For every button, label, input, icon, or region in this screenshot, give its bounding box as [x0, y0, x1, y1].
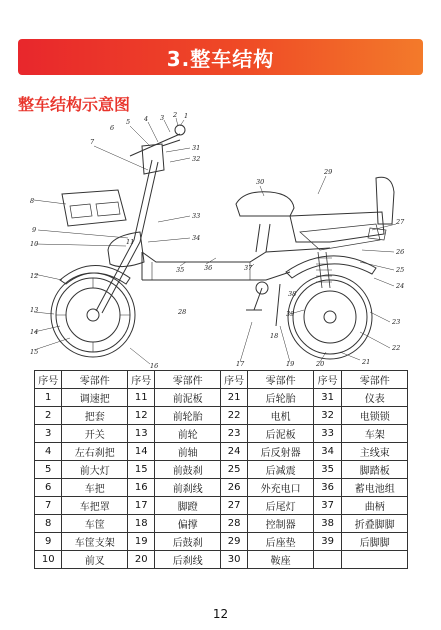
cell-part-name: 外充电口 — [248, 479, 314, 497]
callout-31: 31 — [192, 144, 201, 152]
header-part: 零部件 — [155, 371, 221, 389]
callout-4: 4 — [144, 115, 149, 123]
cell-part-name: 前刹线 — [155, 479, 221, 497]
table-row — [35, 425, 408, 443]
cell-number: 39 — [313, 533, 342, 551]
header-part: 零部件 — [248, 371, 314, 389]
callout-18: 18 — [270, 332, 279, 340]
callout-2: 2 — [173, 112, 178, 119]
cell-number: 31 — [313, 389, 342, 407]
cell-part-name: 后反射器 — [248, 443, 314, 461]
cell-part-name: 后泥板 — [248, 425, 314, 443]
cell-part-name: 脚踏板 — [342, 461, 408, 479]
table-row — [35, 551, 408, 569]
cell-number: 24 — [220, 443, 247, 461]
callout-5: 5 — [126, 118, 131, 126]
callout-12: 12 — [30, 272, 39, 280]
cell-number: 26 — [220, 479, 247, 497]
cell-part-name: 把套 — [62, 407, 128, 425]
callout-25: 25 — [396, 266, 405, 274]
cell-number: 34 — [313, 443, 342, 461]
callout-14: 14 — [30, 328, 39, 336]
cell-number: 7 — [35, 497, 62, 515]
title-banner — [18, 39, 423, 75]
cell-number: 17 — [127, 497, 154, 515]
cell-part-name: 前叉 — [62, 551, 128, 569]
front-wheel — [51, 273, 135, 357]
cell-part-name: 车把 — [62, 479, 128, 497]
cell-number: 23 — [220, 425, 247, 443]
callout-24: 24 — [396, 282, 405, 290]
cell-number: 3 — [35, 425, 62, 443]
callout-7: 7 — [90, 138, 95, 146]
cell-part-name: 车筐支架 — [62, 533, 128, 551]
cell-part-name: 电锁锁 — [342, 407, 408, 425]
cell-part-name: 偏撑 — [155, 515, 221, 533]
cell-part-name: 折叠脚脚 — [342, 515, 408, 533]
cell-part-name: 曲柄 — [342, 497, 408, 515]
cell-part-name: 车把罩 — [62, 497, 128, 515]
cell-number: 16 — [127, 479, 154, 497]
cell-number: 37 — [313, 497, 342, 515]
cell-number: 32 — [313, 407, 342, 425]
header-part: 零部件 — [62, 371, 128, 389]
table-row — [35, 389, 408, 407]
cell-number: 15 — [127, 461, 154, 479]
cell-number: 25 — [220, 461, 247, 479]
scooter-structure-diagram — [30, 112, 410, 370]
cell-part-name: 鞍座 — [248, 551, 314, 569]
callout-26: 26 — [396, 248, 405, 256]
parts-table — [34, 370, 408, 569]
cell-number: 38 — [313, 515, 342, 533]
callout-38: 38 — [288, 290, 297, 298]
cell-number: 11 — [127, 389, 154, 407]
cell-number: 1 — [35, 389, 62, 407]
table-row — [35, 533, 408, 551]
callout-35: 35 — [176, 266, 185, 274]
callout-32: 32 — [192, 155, 201, 163]
header-no: 序号 — [313, 371, 342, 389]
table-row — [35, 515, 408, 533]
cell-number — [313, 551, 342, 569]
callout-29: 29 — [324, 168, 333, 176]
callout-3: 3 — [160, 114, 165, 122]
cell-number: 29 — [220, 533, 247, 551]
cell-part-name: 前轮胎 — [155, 407, 221, 425]
cell-part-name: 后减震 — [248, 461, 314, 479]
callout-1: 1 — [184, 112, 189, 120]
cell-part-name: 后尾灯 — [248, 497, 314, 515]
callout-6: 6 — [110, 124, 115, 132]
cell-part-name: 仪表 — [342, 389, 408, 407]
page-number: 12 — [212, 607, 229, 621]
callout-22: 22 — [392, 344, 401, 352]
cell-number: 22 — [220, 407, 247, 425]
callout-20: 20 — [316, 360, 325, 368]
callout-33: 33 — [192, 212, 201, 220]
cell-part-name: 后轮胎 — [248, 389, 314, 407]
header-no: 序号 — [220, 371, 247, 389]
cell-number: 33 — [313, 425, 342, 443]
cell-part-name — [342, 551, 408, 569]
section-subtitle: 整车结构示意图 — [18, 95, 131, 114]
callout-36: 36 — [204, 264, 213, 272]
cell-number: 21 — [220, 389, 247, 407]
cell-part-name: 主线束 — [342, 443, 408, 461]
table-header-row — [35, 371, 408, 389]
callout-23: 23 — [392, 318, 401, 326]
cell-part-name: 左右刹把 — [62, 443, 128, 461]
callout-17: 17 — [236, 360, 245, 368]
page-title: 3.整车结构 — [166, 46, 275, 71]
cell-part-name: 电机 — [248, 407, 314, 425]
table-row — [35, 407, 408, 425]
cell-part-name: 后鼓刹 — [155, 533, 221, 551]
cell-number: 9 — [35, 533, 62, 551]
cell-number: 5 — [35, 461, 62, 479]
cell-part-name: 后座垫 — [248, 533, 314, 551]
callout-30: 30 — [256, 178, 265, 186]
cell-number: 13 — [127, 425, 154, 443]
cell-number: 35 — [313, 461, 342, 479]
cell-part-name: 控制器 — [248, 515, 314, 533]
cell-number: 8 — [35, 515, 62, 533]
table-row — [35, 497, 408, 515]
callout-27: 27 — [396, 218, 405, 226]
cell-part-name: 调速把 — [62, 389, 128, 407]
callout-28: 28 — [178, 308, 187, 316]
header-no: 序号 — [35, 371, 62, 389]
cell-part-name: 后脚脚 — [342, 533, 408, 551]
cell-part-name: 蓄电池组 — [342, 479, 408, 497]
cell-number: 30 — [220, 551, 247, 569]
cell-number: 28 — [220, 515, 247, 533]
cell-number: 19 — [127, 533, 154, 551]
table-row — [35, 479, 408, 497]
cell-number: 36 — [313, 479, 342, 497]
cell-number: 2 — [35, 407, 62, 425]
cell-number: 10 — [35, 551, 62, 569]
cell-number: 6 — [35, 479, 62, 497]
callout-9: 9 — [32, 226, 37, 234]
cell-number: 14 — [127, 443, 154, 461]
cell-part-name: 车筐 — [62, 515, 128, 533]
table-row — [35, 443, 408, 461]
table-row — [35, 461, 408, 479]
callout-11: 11 — [126, 238, 135, 246]
header-part: 零部件 — [342, 371, 408, 389]
callout-15: 15 — [30, 348, 39, 356]
callout-39: 39 — [286, 310, 295, 318]
cell-part-name: 前轴 — [155, 443, 221, 461]
cell-part-name: 前鼓刹 — [155, 461, 221, 479]
header-no: 序号 — [127, 371, 154, 389]
callout-37: 37 — [244, 264, 253, 272]
callout-19: 19 — [286, 360, 295, 368]
callout-16: 16 — [150, 362, 159, 370]
cell-part-name: 车架 — [342, 425, 408, 443]
cell-number: 18 — [127, 515, 154, 533]
callout-13: 13 — [30, 306, 39, 314]
cell-number: 20 — [127, 551, 154, 569]
cell-part-name: 前泥板 — [155, 389, 221, 407]
callout-10: 10 — [30, 240, 39, 248]
cell-number: 27 — [220, 497, 247, 515]
cell-number: 4 — [35, 443, 62, 461]
callout-8: 8 — [30, 197, 35, 205]
cell-number: 12 — [127, 407, 154, 425]
cell-part-name: 脚蹬 — [155, 497, 221, 515]
cell-part-name: 后刹线 — [155, 551, 221, 569]
callout-34: 34 — [192, 234, 201, 242]
callout-21: 21 — [362, 358, 371, 366]
cell-part-name: 前轮 — [155, 425, 221, 443]
cell-part-name: 前大灯 — [62, 461, 128, 479]
cell-part-name: 开关 — [62, 425, 128, 443]
